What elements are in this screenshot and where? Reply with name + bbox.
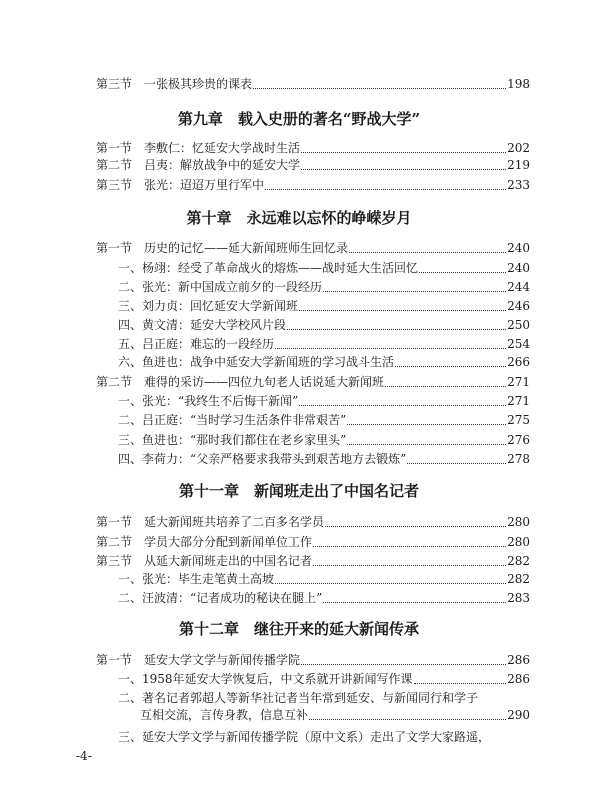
toc-entry[interactable] [96, 140, 530, 156]
dot-leader [275, 336, 506, 349]
toc-entry-page: 240 [507, 261, 530, 275]
toc-entry-label: 第二节 吕夷：解放战争中的延安大学 [96, 158, 301, 172]
toc-entry-label: 四、黄文清：延安大学校风片段 [118, 318, 287, 332]
dot-leader [301, 157, 506, 170]
toc-entry-label: 一、张光：“我终生不后悔干新闻” [118, 394, 299, 408]
toc-entry-page: 275 [507, 413, 530, 427]
toc-entry-label: 一、杨翊：经受了革命战火的熔炼——战时延大生活回忆 [118, 261, 419, 275]
chapter-title: 第十一章 新闻班走出了中国名记者 [178, 482, 419, 500]
toc-entry[interactable] [96, 374, 530, 390]
dot-leader [265, 177, 506, 190]
toc-entry[interactable] [96, 76, 530, 92]
toc-entry-page: 266 [507, 355, 530, 369]
toc-entry[interactable] [96, 534, 530, 550]
toc-entry-label: 四、李荷力：“父亲严格要求我带头到艰苦地方去锻炼” [118, 452, 407, 466]
toc-entry[interactable] [96, 514, 530, 530]
dot-leader [301, 652, 506, 665]
dot-leader [323, 279, 506, 292]
toc-entry-label: 一、1958年延安大学恢复后，中文系就开讲新闻写作课 [118, 672, 413, 686]
dot-leader [309, 707, 506, 720]
chapter-title: 第九章 载入史册的著名“野战大学” [177, 110, 421, 128]
toc-entry-page: 198 [507, 77, 530, 91]
toc-entry-label: 第三节 一张极其珍贵的课表 [96, 77, 253, 91]
toc-entry-page: 244 [507, 280, 530, 294]
toc-entry-page: 276 [507, 433, 530, 447]
chapter-title: 第十二章 继往开来的延大新闻传承 [178, 620, 419, 638]
dot-leader [414, 671, 507, 684]
toc-entry-page: 271 [507, 375, 530, 389]
toc-entry[interactable] [96, 157, 530, 173]
toc-entry-page: 282 [507, 554, 530, 568]
toc-entry[interactable] [140, 707, 530, 723]
toc-entry[interactable] [96, 652, 530, 668]
toc-entry[interactable] [118, 393, 530, 409]
toc-entry[interactable] [118, 317, 530, 333]
dot-leader [323, 590, 506, 603]
toc-line: 二、著名记者郭超人等新华社记者当年常到延安、与新闻同行和学子 [118, 691, 479, 705]
dot-leader [275, 571, 506, 584]
toc-entry-page: 280 [507, 515, 530, 529]
toc-entry-label: 第三节 从延大新闻班走出的中国名记者 [96, 554, 313, 568]
dot-leader [301, 140, 506, 153]
dot-leader [347, 412, 506, 425]
toc-entry-label: 五、吕正庭：难忘的一段经历 [118, 337, 275, 351]
toc-entry-page: 286 [507, 653, 530, 667]
toc-entry[interactable] [118, 298, 530, 314]
toc-entry[interactable] [118, 412, 530, 428]
dot-leader [253, 76, 506, 89]
toc-entry[interactable] [96, 553, 530, 569]
toc-entry-page: 280 [507, 535, 530, 549]
toc-entry-label: 第一节 延安大学文学与新闻传播学院 [96, 653, 301, 667]
toc-entry[interactable] [118, 671, 530, 687]
toc-entry-label: 六、鱼进也：战争中延安大学新闻班的学习战斗生活 [118, 355, 395, 369]
toc-entry[interactable] [118, 260, 530, 276]
toc-entry[interactable] [118, 451, 530, 467]
toc-entry-page: 233 [507, 178, 530, 192]
dot-leader [419, 260, 506, 273]
toc-entry-page: 282 [507, 572, 530, 586]
toc-entry-label: 第一节 李敷仁：忆延安大学战时生活 [96, 141, 301, 155]
toc-entry[interactable] [118, 571, 530, 587]
chapter-title: 第十章 永远难以忘怀的峥嵘岁月 [186, 209, 412, 227]
toc-entry-label: 二、张光：新中国成立前夕的一段经历 [118, 280, 323, 294]
toc-entry[interactable] [96, 177, 530, 193]
toc-entry-label: 第二节 难得的采访——四位九旬老人话说延大新闻班 [96, 375, 385, 389]
toc-entry-label: 三、鱼进也：“那时我们都住在老乡家里头” [118, 433, 347, 447]
dot-leader [385, 374, 506, 387]
toc-entry-page: 271 [507, 394, 530, 408]
toc-entry-page: 290 [507, 708, 530, 722]
toc-entry[interactable] [118, 279, 530, 295]
dot-leader [349, 240, 506, 253]
toc-entry-page: 219 [507, 158, 530, 172]
toc-entry-page: 286 [507, 672, 530, 686]
toc-entry-page: 254 [507, 337, 530, 351]
dot-leader [325, 514, 506, 527]
toc-entry-page: 278 [507, 452, 530, 466]
toc-entry-page: 240 [507, 241, 530, 255]
toc-line: 三、延安大学文学与新闻传播学院（原中文系）走出了文学大家路遥， [118, 730, 491, 744]
toc-entry[interactable] [118, 590, 530, 606]
toc-entry-label: 第一节 延大新闻班共培养了二百多名学员 [96, 515, 325, 529]
toc-entry-label: 互相交流，言传身教，信息互补 [140, 708, 309, 722]
dot-leader [313, 534, 506, 547]
page-number: -4- [76, 749, 92, 763]
toc-entry-page: 250 [507, 318, 530, 332]
dot-leader [313, 553, 506, 566]
toc-entry[interactable] [118, 432, 530, 448]
toc-entry[interactable] [96, 240, 530, 256]
toc-entry-page: 246 [507, 299, 530, 313]
toc-entry-label: 三、刘力贞：回忆延安大学新闻班 [118, 299, 299, 313]
dot-leader [395, 354, 506, 367]
toc-entry-label: 第三节 张光：迢迢万里行军中 [96, 178, 265, 192]
toc-entry-page: 202 [507, 141, 530, 155]
toc-entry[interactable] [118, 354, 530, 370]
dot-leader [407, 451, 506, 464]
dot-leader [299, 298, 506, 311]
toc-entry-label: 二、汪波清：“记者成功的秘诀在腿上” [118, 591, 323, 605]
toc-entry-label: 第二节 学员大部分分配到新闻单位工作 [96, 535, 313, 549]
toc-entry-page: 283 [507, 591, 530, 605]
toc-entry[interactable] [118, 336, 530, 352]
toc-entry-label: 二、吕正庭：“当时学习生活条件非常艰苦” [118, 413, 347, 427]
toc-entry-label: 一、张光：毕生走笔黄土高坡 [118, 572, 275, 586]
toc-entry-label: 第一节 历史的记忆——延大新闻班师生回忆录 [96, 241, 349, 255]
dot-leader [287, 317, 506, 330]
dot-leader [299, 393, 506, 406]
dot-leader [347, 432, 506, 445]
